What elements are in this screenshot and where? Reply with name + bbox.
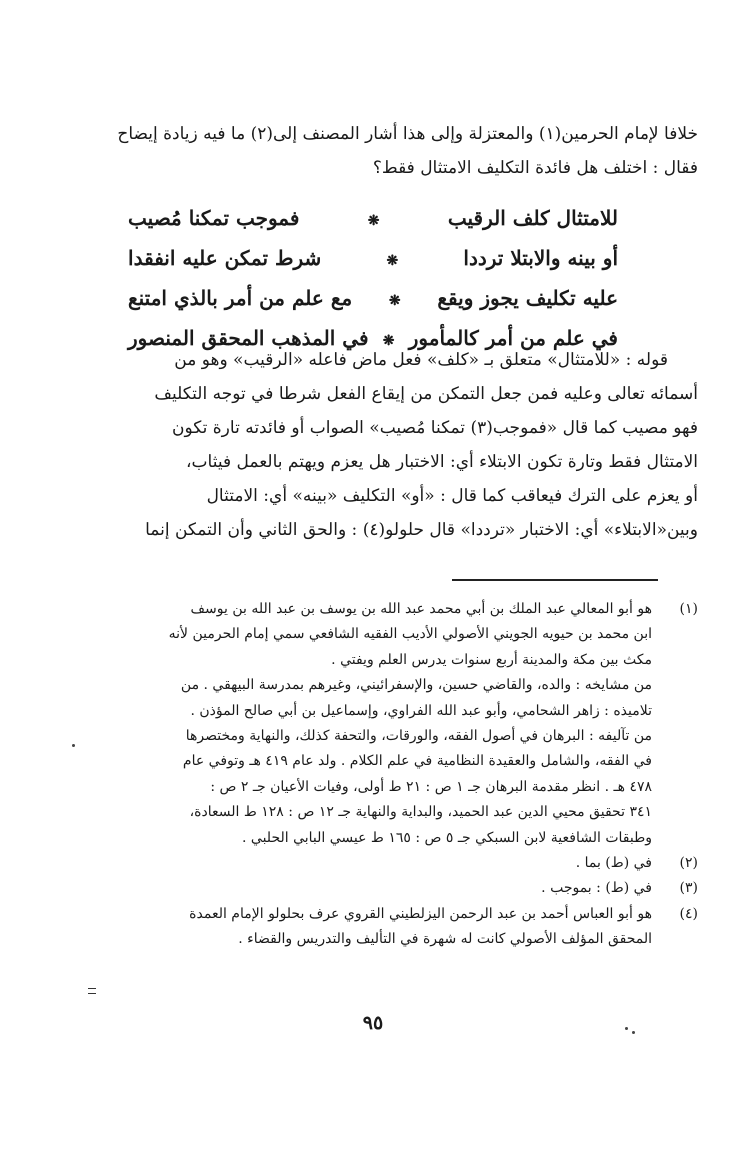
poem-verse [128, 200, 618, 240]
footnote-line: ٤٧٨ هـ . انظر مقدمة البرهان جـ ١ ص : ٢١ ط أولى، وفيات الأعيان جـ ٢ ص : [210, 778, 652, 795]
commentary-line: أسمائه تعالى وعليه فمن جعل التمكن من إيقاع الفعل شرطا في توجه التكليف [154, 384, 698, 404]
verse-second-hemistich: في المذهب المحقق المنصور [128, 326, 369, 350]
footnote-number: (٤) [679, 905, 698, 922]
footnote [80, 851, 698, 876]
commentary-line: الامتثال فقط وتارة تكون الابتلاء أي: الاختبار هل يعزم ويهتم بالعمل فيثاب، [186, 452, 698, 472]
margin-mark [88, 988, 96, 994]
commentary-line: وبين«الابتلاء» أي: الاختبار «ترددا» قال حلولو(٤) : والحق الثاني وأن التمكن إنما [145, 520, 698, 540]
footnote-text [80, 851, 652, 876]
footnote-text [80, 876, 652, 901]
footnote-number: (١) [679, 601, 698, 617]
footnote-line: في (ط) : بموجب . [541, 880, 652, 897]
footnote-line: تلاميذه : زاهر الشحامي، وأبو عبد الله الفراوي، وإسماعيل بن أبي صالح المؤذن . [190, 702, 652, 719]
footnote-divider [452, 579, 658, 581]
verse-first-hemistich: للامتثال كلف الرقيب [447, 206, 618, 230]
footnote-line: ابن محمد بن حيويه الجويني الأصولي الأديب الفقيه الشافعي سمي إمام الحرمين لأنه [168, 626, 652, 643]
verse-separator: ❋ [367, 213, 380, 229]
verse-separator: ❋ [386, 253, 399, 269]
scan-speck [72, 744, 75, 747]
verse-first-hemistich: أو بينه والابتلا ترددا [463, 246, 618, 270]
poem-verse [128, 280, 618, 320]
footnote-line: المحقق المؤلف الأصولي كانت له شهرة في التأليف والتدريس والقضاء . [238, 931, 652, 948]
footnote [80, 902, 698, 953]
footnote-line: مكث بين مكة والمدينة أربع سنوات يدرس العلم ويفتي . [331, 651, 652, 668]
footnote-line: ٣٤١ تحقيق محيي الدين عبد الحميد، والبداية والنهاية جـ ١٢ ص : ١٢٨ ط السعادة، [189, 804, 652, 821]
commentary-line: قوله : «للامتثال» متعلق بـ «كلف» فعل ماض فاعله «الرقيب» وهو من [174, 350, 668, 370]
footnote-number: (٣) [679, 880, 698, 897]
page-number: ٩٥ [362, 1012, 384, 1034]
footnote [80, 597, 698, 851]
footnote-line: في (ط) بما . [575, 855, 652, 872]
verse-first-hemistich: عليه تكليف يجوز ويقع [437, 286, 618, 310]
verse-second-hemistich: مع علم من أمر بالذي امتنع [128, 286, 353, 310]
footnote-line: وطبقات الشافعية لابن السبكي جـ ٥ ص : ١٦٥ ط عيسي البابي الحلبي . [242, 829, 652, 846]
commentary-line: أو يعزم على الترك فيعاقب كما قال : «أو» التكليف «بينه» أي: الامتثال [206, 486, 698, 506]
footnote-text [80, 597, 652, 851]
footnote-number: (٢) [679, 855, 698, 872]
commentary-line: فهو مصيب كما قال «فموجب(٣) تمكنا مُصيب» الصواب أو فائدته تارة تكون [171, 418, 698, 438]
footnote-line: في الفقه، والشامل والعقيدة النظامية في علم الكلام . ولد عام ٤١٩ هـ وتوفي عام [182, 753, 652, 770]
footnote [80, 876, 698, 901]
footnotes [80, 597, 698, 953]
footnote-line: من مشايخه : والده، والقاضي حسين، والإسفرائيني، وغيرهم بمدرسة البيهقي . من [180, 677, 652, 694]
intro-paragraph [48, 117, 698, 185]
intro-line: خلافا لإمام الحرمين(١) والمعتزلة وإلى هذا أشار المصنف إلى(٢) ما فيه زيادة إيضاح [117, 124, 698, 144]
footnote-line: هو أبو العباس أحمد بن عبد الرحمن اليزلطيني القروي عرف بحلولو الإمام العمدة [189, 905, 652, 922]
intro-line: فقال : اختلف هل فائدة التكليف الامتثال فقط؟ [372, 158, 698, 178]
verse-second-hemistich: شرط تمكن عليه انفقدا [128, 246, 322, 270]
commentary-paragraph [48, 343, 698, 547]
verse-separator: ❋ [388, 293, 401, 309]
poem-verse [128, 240, 618, 280]
verse-separator: ❋ [382, 333, 395, 349]
footnote-line: هو أبو المعالي عبد الملك بن أبي محمد عبد الله بن يوسف بن عبد الله بن يوسف [190, 601, 652, 617]
footnote-line: من تآليفه : البرهان في أصول الفقه، والورقات، والتحفة كذلك، والنهاية ومختصرها [185, 728, 652, 745]
verse-first-hemistich: في علم من أمر كالمأمور [408, 326, 618, 350]
footnote-text [80, 902, 652, 953]
poem-block [128, 200, 618, 360]
verse-second-hemistich: فموجب تمكنا مُصيب [128, 206, 300, 230]
